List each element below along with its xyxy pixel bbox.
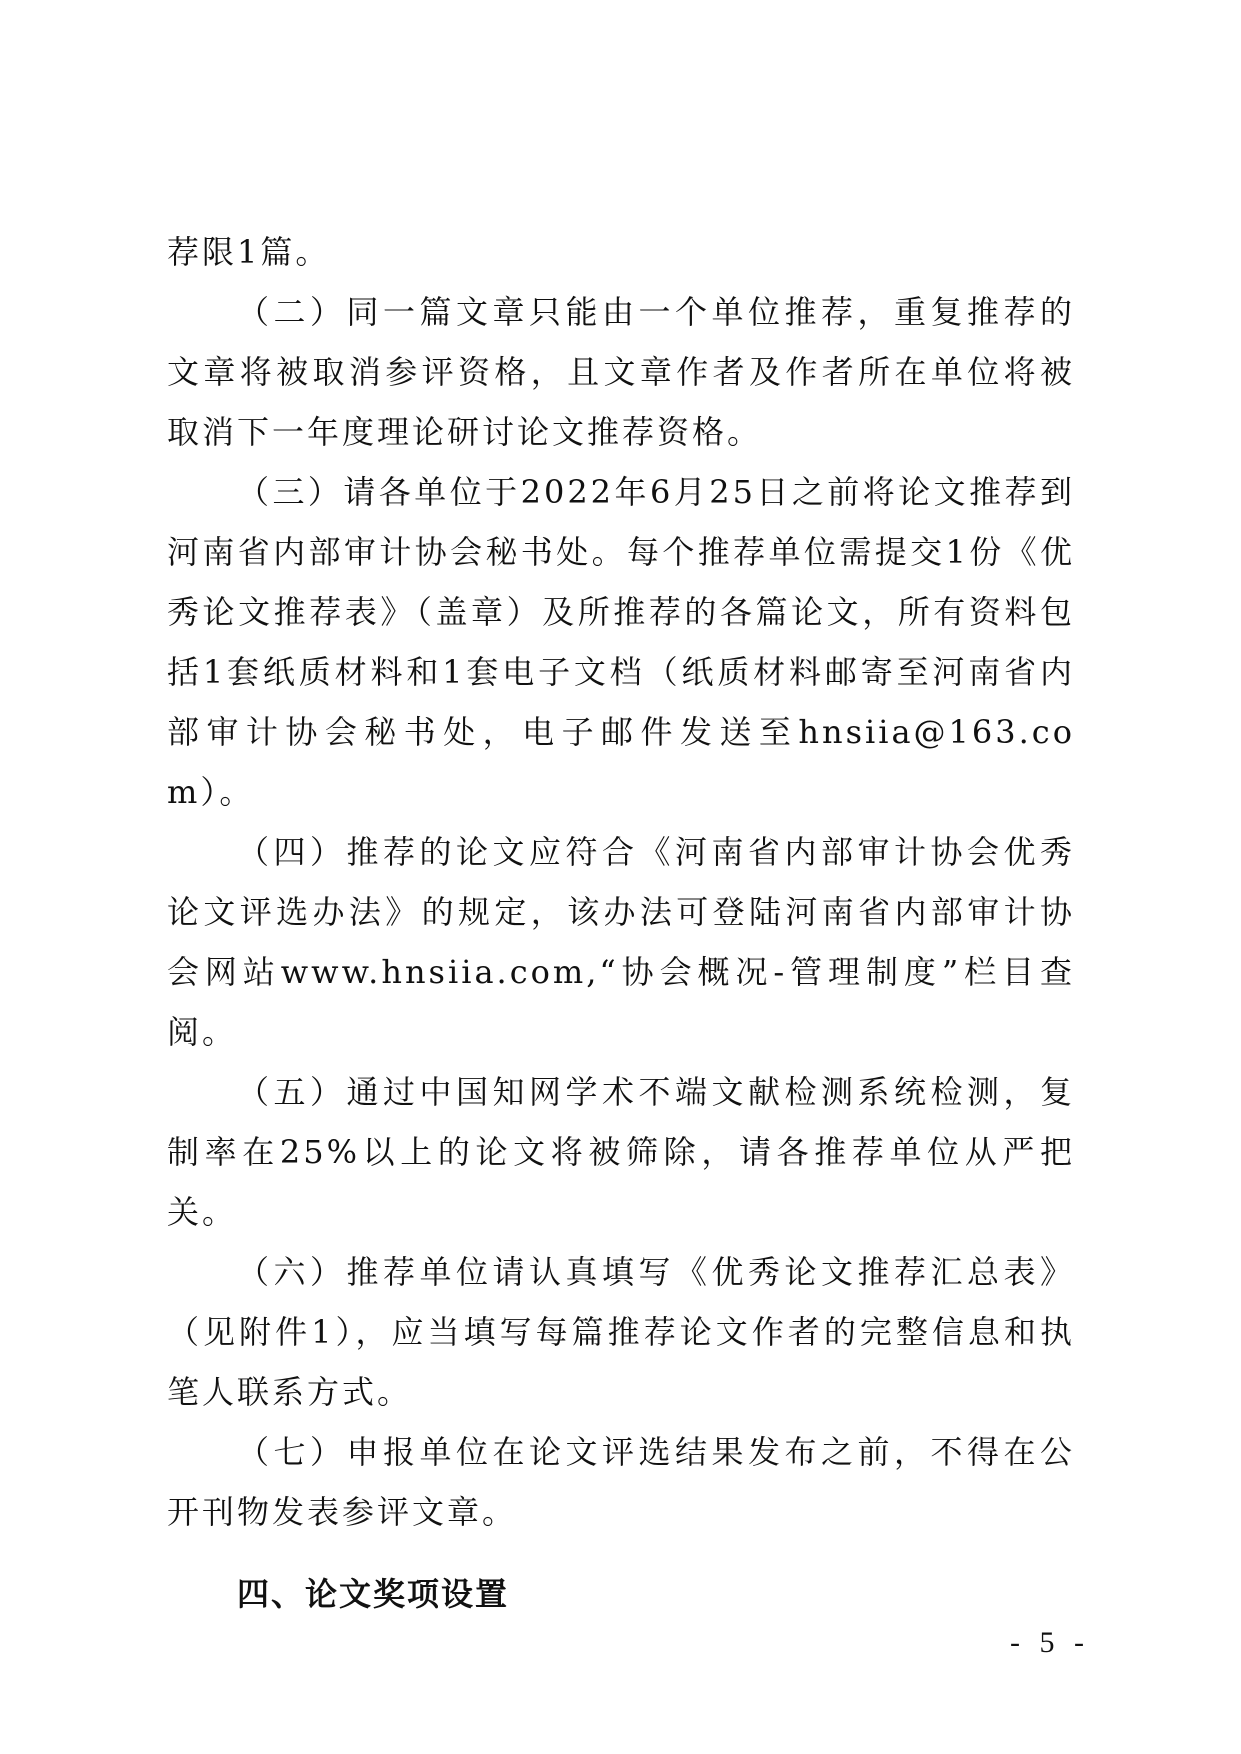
document-body	[167, 222, 1075, 1624]
paragraph-continuation: 荐限1篇。	[167, 233, 331, 271]
paragraph-item-5: （五）通过中国知网学术不端文献检测系统检测，复制率在25%以上的论文将被筛除，请各推荐单位从严把关。	[167, 1073, 1075, 1231]
paragraph-item-2: （二）同一篇文章只能由一个单位推荐，重复推荐的文章将被取消参评资格，且文章作者及作者所在单位将被取消下一年度理论研讨论文推荐资格。	[167, 293, 1075, 451]
paragraph-item-7: （七）申报单位在论文评选结果发布之前，不得在公开刊物发表参评文章。	[167, 1433, 1075, 1531]
section-heading: 四、论文奖项设置	[237, 1575, 510, 1613]
paragraph-item-3: （三）请各单位于2022年6月25日之前将论文推荐到河南省内部审计协会秘书处。每个推荐单位需提交1份《优秀论文推荐表》（盖章）及所推荐的各篇论文，所有资料包括1套纸质材料和1套电子文档（纸质材料邮寄至河南省内部审计协会秘书处，电子邮件发送至hnsiia@163.com）。	[167, 473, 1075, 811]
paragraph-item-4: （四）推荐的论文应符合《河南省内部审计协会优秀论文评选办法》的规定，该办法可登陆河南省内部审计协会网站www.hnsiia.com,“协会概况-管理制度”栏目查阅。	[167, 833, 1075, 1051]
page-number: - 5 -	[1010, 1626, 1090, 1659]
paragraph-item-6: （六）推荐单位请认真填写《优秀论文推荐汇总表》（见附件1），应当填写每篇推荐论文作者的完整信息和执笔人联系方式。	[167, 1253, 1075, 1411]
